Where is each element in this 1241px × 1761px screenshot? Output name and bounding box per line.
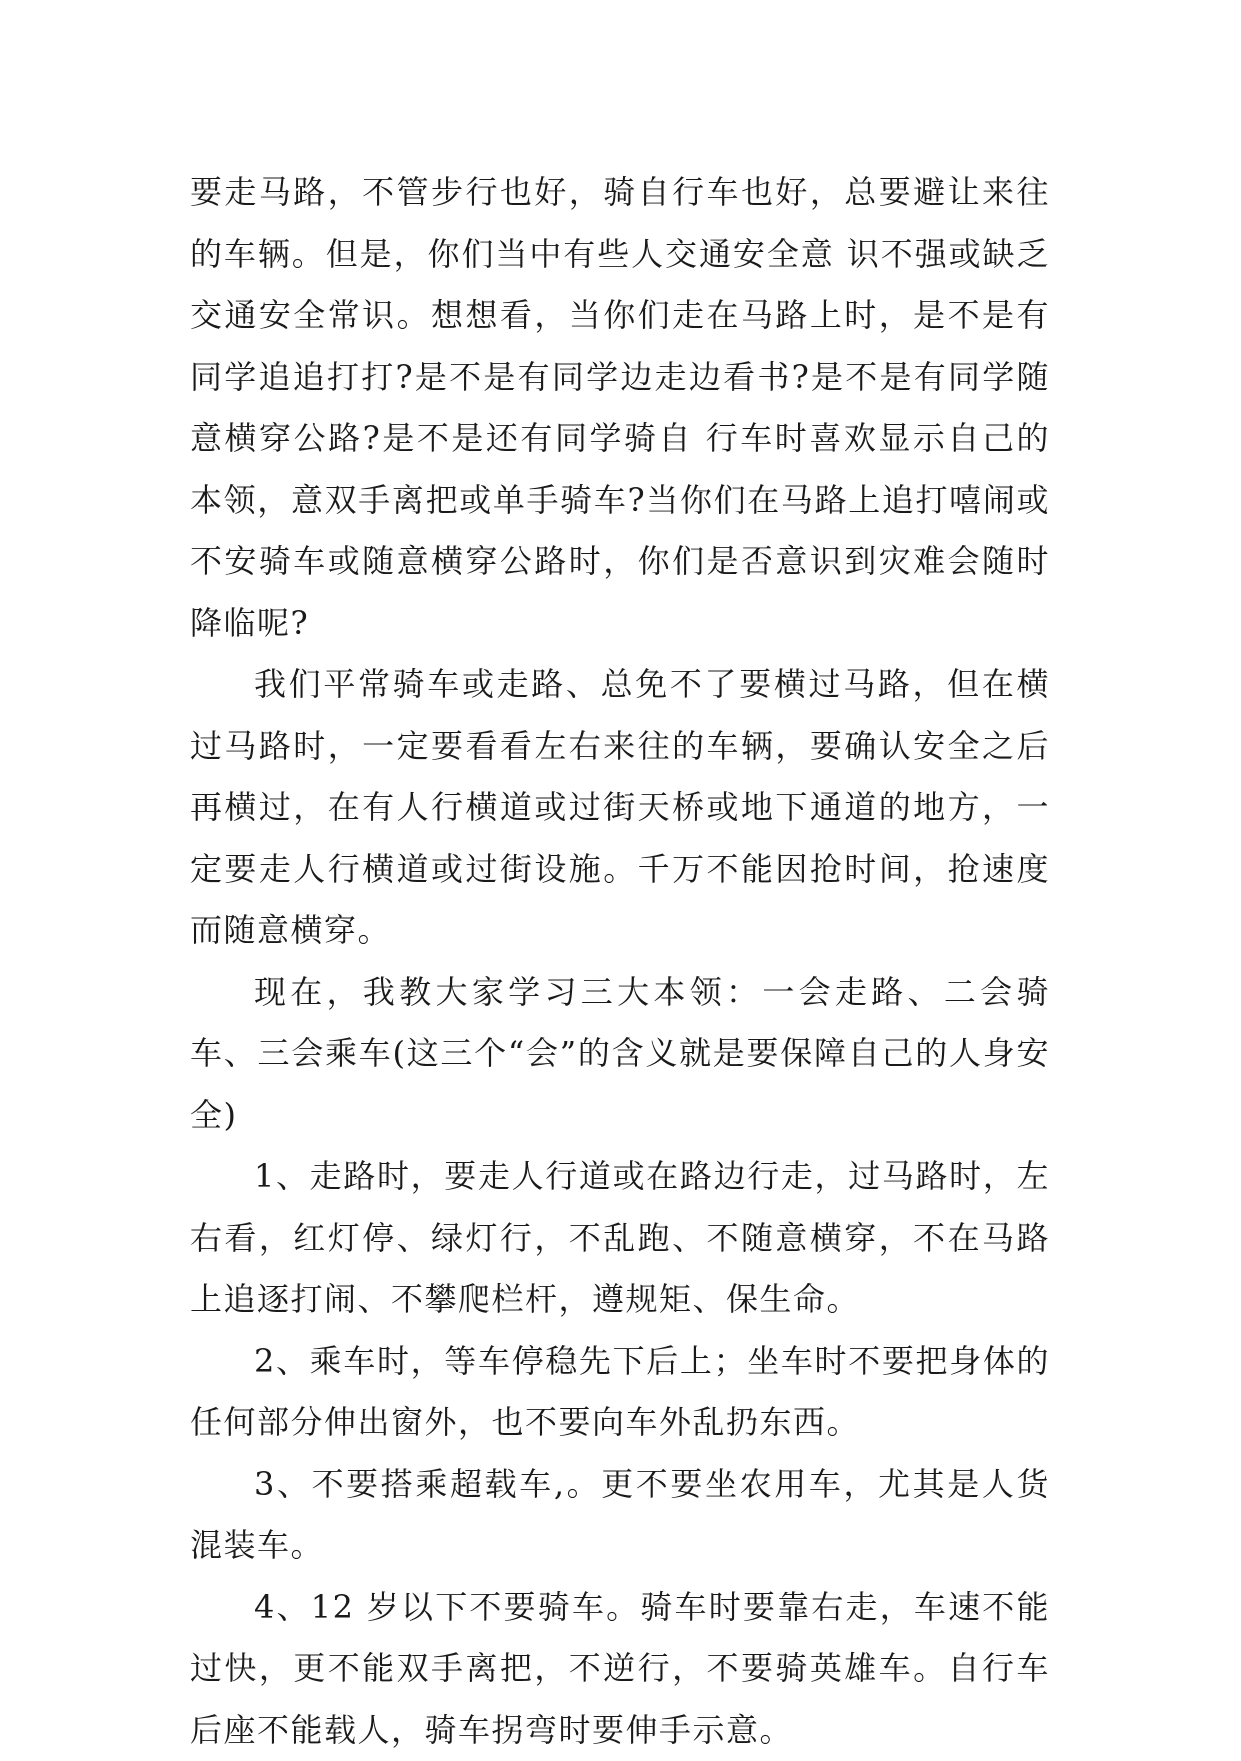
paragraph-1: 要走马路，不管步行也好，骑自行车也好，总要避让来往的车辆。但是，你们当中有些人交通安全意 识不强或缺乏交通安全常识。想想看，当你们走在马路上时，是不是有同学追追打打?是不是有同学边走边看书?是不是有同学随意横穿公路?是不是还有同学骑自 行车时喜欢显示自己的本领，意双手离把或单手骑车?当你们在马路上追打嘻闹或不安骑车或随意横穿公路时，你们是否意识到灾难会随时降临呢? (190, 162, 1050, 654)
paragraph-4: 1、走路时，要走人行道或在路边行走，过马路时，左右看，红灯停、绿灯行，不乱跑、不随意横穿，不在马路上追逐打闹、不攀爬栏杆，遵规矩、保生命。 (190, 1146, 1050, 1331)
paragraph-3: 现在，我教大家学习三大本领：一会走路、二会骑车、三会乘车(这三个“会”的含义就是要保障自己的人身安全) (190, 962, 1050, 1147)
paragraph-6: 3、不要搭乘超载车,。更不要坐农用车，尤其是人货混装车。 (190, 1454, 1050, 1577)
document-body (190, 162, 1050, 1761)
paragraph-7: 4、12 岁以下不要骑车。骑车时要靠右走，车速不能过快，更不能双手离把，不逆行，不要骑英雄车。自行车后座不能载人，骑车拐弯时要伸手示意。 (190, 1577, 1050, 1761)
paragraph-2: 我们平常骑车或走路、总免不了要横过马路，但在横过马路时，一定要看看左右来往的车辆，要确认安全之后再横过，在有人行横道或过街天桥或地下通道的地方，一定要走人行横道或过街设施。千万不能因抢时间，抢速度而随意横穿。 (190, 654, 1050, 962)
paragraph-5: 2、乘车时，等车停稳先下后上；坐车时不要把身体的任何部分伸出窗外，也不要向车外乱扔东西。 (190, 1331, 1050, 1454)
